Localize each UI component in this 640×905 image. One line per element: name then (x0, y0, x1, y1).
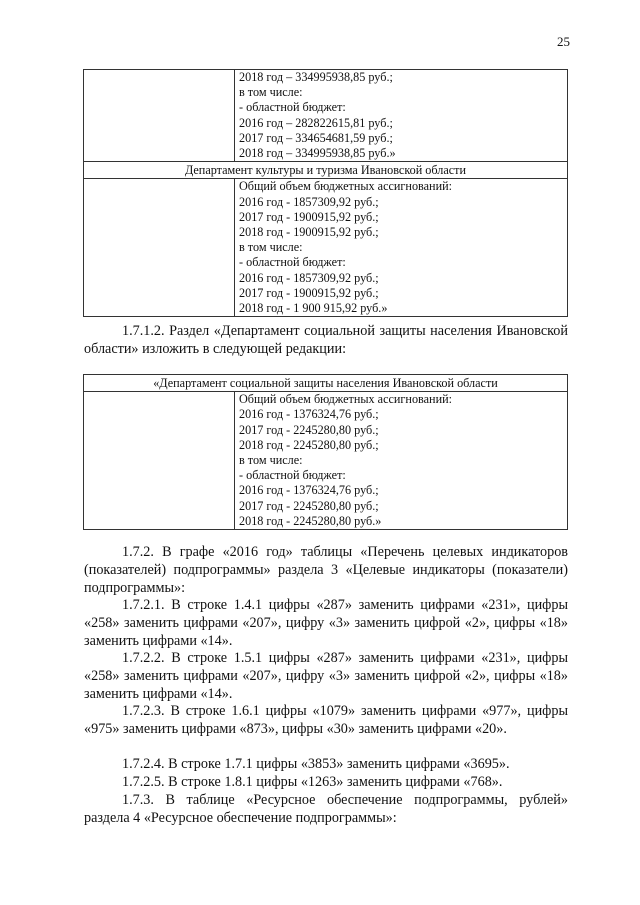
table-row (84, 179, 568, 317)
amount-line: 2017 год – 334654681,59 руб.; (239, 130, 393, 145)
amount-line: в том числе: (239, 453, 303, 468)
table-row (84, 392, 568, 530)
amount-line: - областной бюджет: (239, 468, 346, 483)
amount-line: 2017 год - 1900915,92 руб.; (239, 285, 379, 300)
amount-line: 2016 год - 1376324,76 руб.; (239, 407, 379, 422)
paragraph-173: 1.7.3. В таблице «Ресурсное обеспечение подпрограммы, рублей» раздела 4 «Ресурсное обеспечение подпрограммы»: (84, 792, 568, 826)
amount-line: 2018 год - 2245280,80 руб.; (239, 437, 379, 452)
paragraph-1724: 1.7.2.4. В строке 1.7.1 цифры «3853» заменить цифрами «3695». (122, 756, 510, 772)
paragraph-1723: 1.7.2.3. В строке 1.6.1 цифры «1079» заменить цифрами «977», цифры «975» заменить цифрами «873», цифры «30» заменить цифрами «20». (84, 703, 568, 737)
paragraph-1722: 1.7.2.2. В строке 1.5.1 цифры «287» заменить цифрами «231», цифры «258» заменить цифрами «207», цифру «3» заменить цифрой «2», цифры «18» заменить цифрами «14». (84, 650, 568, 702)
amount-line: Общий объем бюджетных ассигнований: (239, 392, 452, 407)
table-cell-empty (84, 70, 235, 162)
table-cell-amounts (235, 179, 568, 317)
budget-table-social (83, 374, 568, 530)
amount-line: 2016 год - 1376324,76 руб.; (239, 483, 379, 498)
amount-line: в том числе: (239, 85, 303, 100)
table-row (84, 162, 568, 179)
amount-line: 2017 год - 2245280,80 руб.; (239, 498, 379, 513)
table-row (84, 70, 568, 162)
table-row (84, 375, 568, 392)
amount-line: 2018 год – 334995938,85 руб.; (239, 70, 393, 84)
amount-line: в том числе: (239, 240, 303, 255)
paragraph-172: 1.7.2. В графе «2016 год» таблицы «Перечень целевых индикаторов (показателей) подпрограммы» раздела 3 «Целевые индикаторы (показатели) подпрограммы»: (84, 544, 568, 596)
amount-line: 2017 год - 2245280,80 руб.; (239, 422, 379, 437)
amount-line: 2016 год – 282822615,81 руб.; (239, 115, 393, 130)
amount-line: 2018 год – 334995938,85 руб.» (239, 146, 396, 161)
amount-line: 2017 год - 1900915,92 руб.; (239, 209, 379, 224)
paragraph-1721: 1.7.2.1. В строке 1.4.1 цифры «287» заменить цифрами «231», цифры «258» заменить цифрами «207», цифру «3» заменить цифрой «2», цифры «18» заменить цифрами «14». (84, 597, 568, 649)
amount-line: 2016 год - 1857309,92 руб.; (239, 194, 379, 209)
paragraph-1712: 1.7.1.2. Раздел «Департамент социальной защиты населения Ивановской области» изложить в следующей редакции: (84, 323, 568, 357)
page-number: 25 (557, 34, 570, 49)
table-cell-amounts (235, 392, 568, 530)
amount-line: Общий объем бюджетных ассигнований: (239, 179, 452, 194)
amount-line: 2018 год - 1 900 915,92 руб.» (239, 301, 388, 316)
table-cell-empty (84, 179, 235, 317)
department-header: Департамент культуры и туризма Ивановской области (84, 162, 568, 179)
table-cell-amounts (235, 70, 568, 162)
budget-table-culture (83, 69, 568, 317)
table-cell-empty (84, 392, 235, 530)
paragraph-1725: 1.7.2.5. В строке 1.8.1 цифры «1263» заменить цифрами «768». (122, 774, 503, 790)
amount-line: 2018 год - 1900915,92 руб.; (239, 225, 379, 240)
department-header: «Департамент социальной защиты населения Ивановской области (84, 375, 568, 392)
amount-line: 2018 год - 2245280,80 руб.» (239, 513, 382, 528)
amount-line: - областной бюджет: (239, 255, 346, 270)
amount-line: - областной бюджет: (239, 100, 346, 115)
amount-line: 2016 год - 1857309,92 руб.; (239, 270, 379, 285)
